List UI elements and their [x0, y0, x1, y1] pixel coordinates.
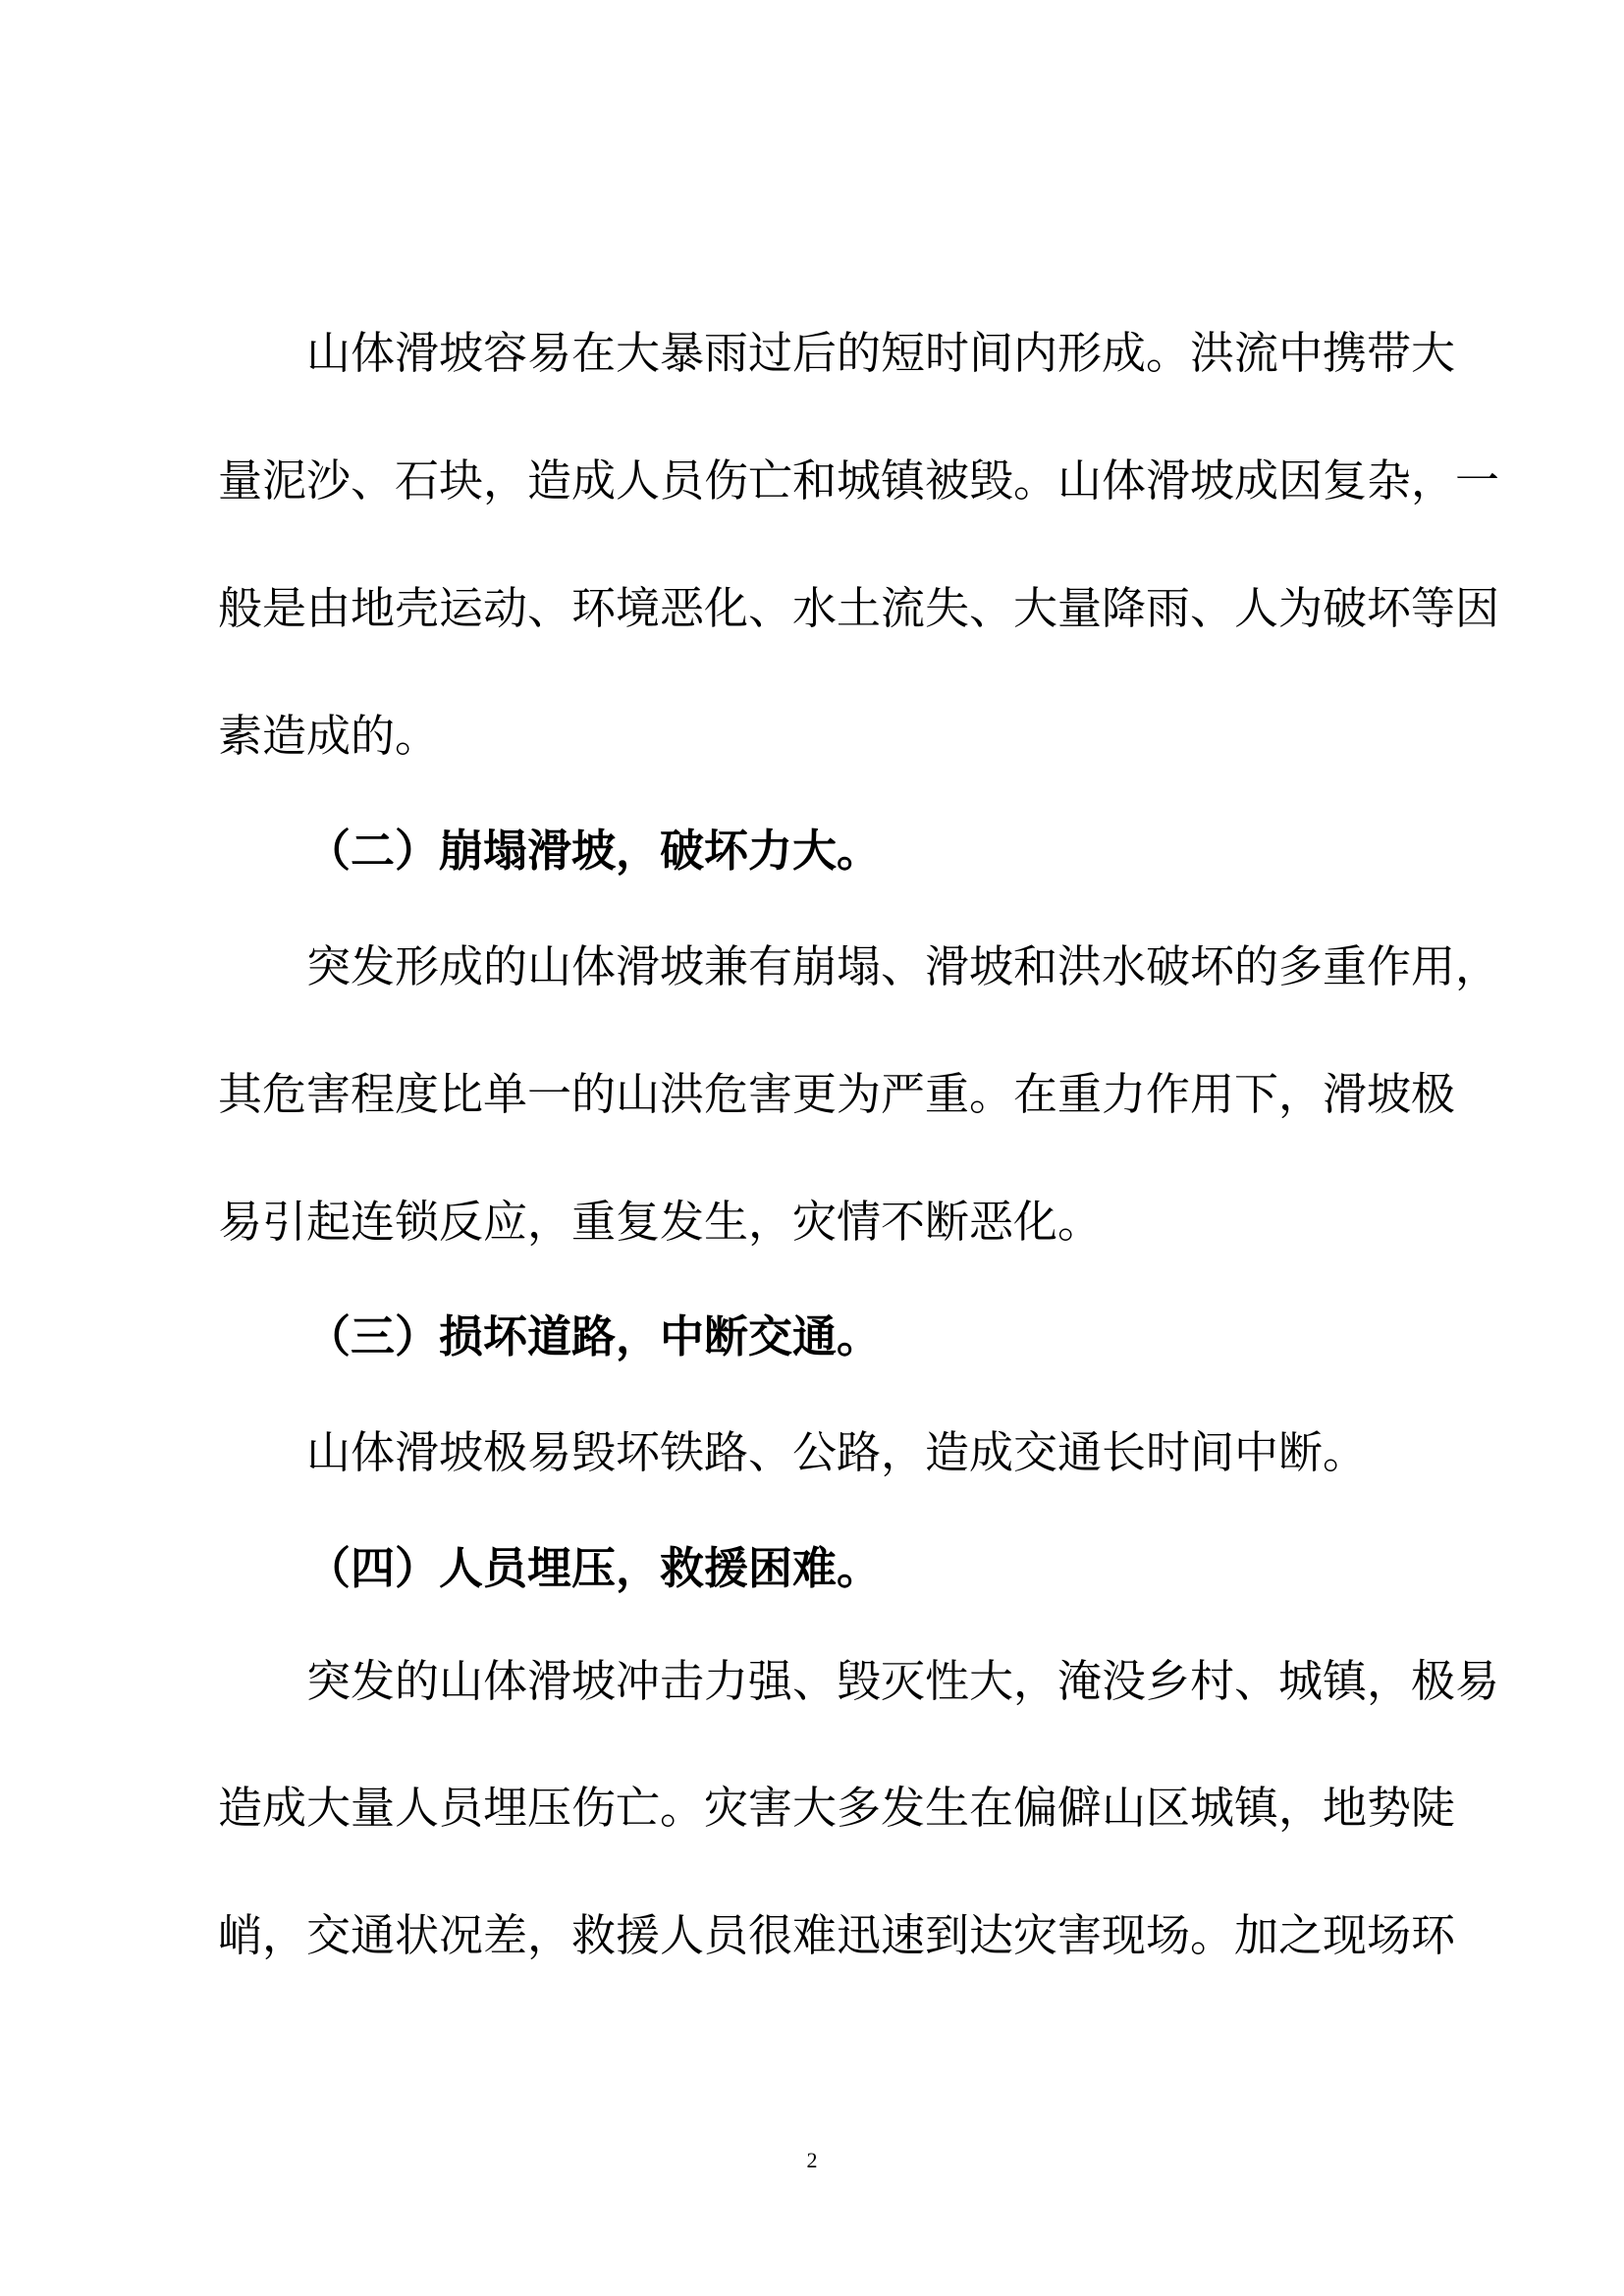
body-line: 易引起连锁反应，重复发生，灾情不断恶化。: [218, 1196, 1103, 1248]
body-line: 山体滑坡极易毁坏铁路、公路，造成交通长时间中断。: [306, 1426, 1368, 1478]
body-line: 山体滑坡容易在大暴雨过后的短时间内形成。洪流中携带大: [306, 327, 1456, 379]
body-line: 造成大量人员埋压伤亡。灾害大多发生在偏僻山区城镇，地势陡: [218, 1782, 1456, 1834]
body-line: 素造成的。: [218, 710, 440, 762]
page-number: 2: [806, 2148, 818, 2172]
section-heading-3: （三）损坏道路，中断交通。: [306, 1310, 882, 1362]
body-line: 峭，交通状况差，救援人员很难迅速到达灾害现场。加之现场环: [218, 1909, 1456, 1961]
section-heading-4: （四）人员埋压，救援困难。: [306, 1542, 882, 1594]
section-heading-2: （二）崩塌滑坡，破坏力大。: [306, 825, 882, 877]
body-line: 突发的山体滑坡冲击力强、毁灭性大，淹没乡村、城镇，极易: [306, 1655, 1500, 1707]
body-line: 般是由地壳运动、环境恶化、水土流失、大量降雨、人为破坏等因: [218, 582, 1500, 634]
body-line: 突发形成的山体滑坡兼有崩塌、滑坡和洪水破坏的多重作用，: [306, 940, 1500, 992]
body-line: 其危害程度比单一的山洪危害更为严重。在重力作用下，滑坡极: [218, 1068, 1456, 1120]
body-line: 量泥沙、石块，造成人员伤亡和城镇被毁。山体滑坡成因复杂，一: [218, 454, 1500, 507]
